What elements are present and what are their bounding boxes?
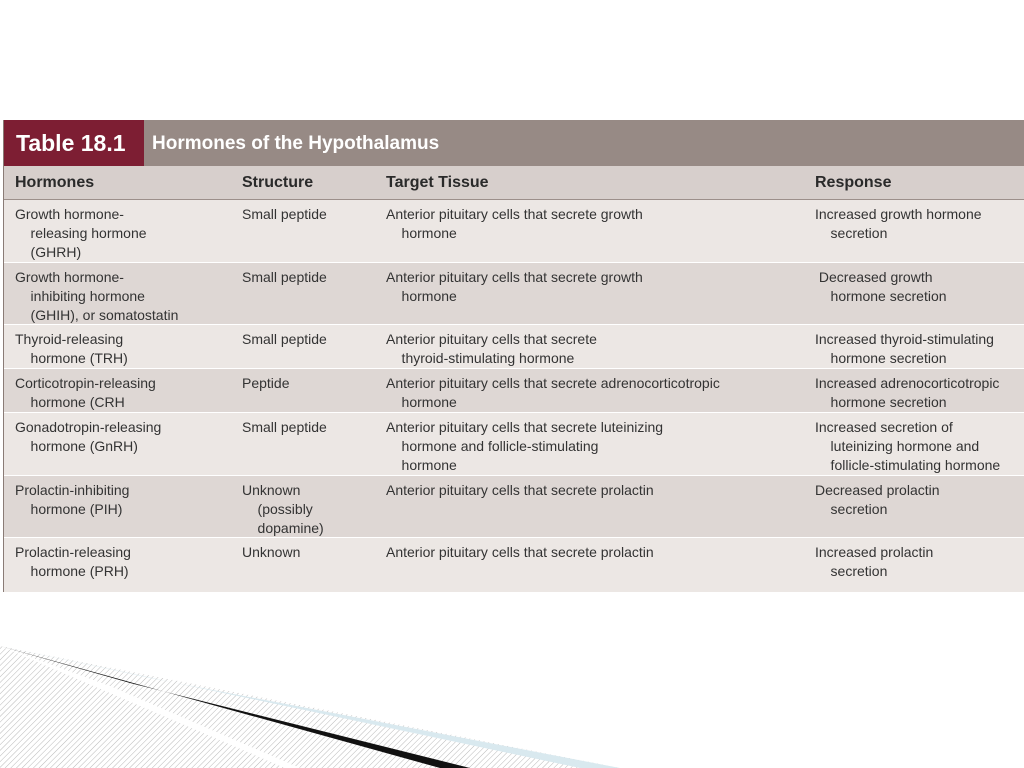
- target-tissue-cell: Anterior pituitary cells that secrete growth hormone: [386, 206, 643, 241]
- target-tissue-cell: Anterior pituitary cells that secrete thyroid-stimulating hormone: [386, 331, 597, 366]
- table-row: [4, 537, 1024, 592]
- response-cell: Increased adrenocorticotropic hormone secretion: [815, 375, 1000, 410]
- structure-cell: Peptide: [242, 375, 290, 391]
- table-row: [4, 475, 1024, 537]
- target-tissue-cell: Anterior pituitary cells that secrete growth hormone: [386, 269, 643, 304]
- table-row: [4, 200, 1024, 262]
- table-title: Hormones of the Hypothalamus: [152, 133, 440, 154]
- column-header-hormones: Hormones: [15, 174, 95, 191]
- hormone-cell: Prolactin-inhibiting hormone (PIH): [15, 482, 130, 517]
- response-cell: Increased secretion of luteinizing hormone and follicle-stimulating hormone: [815, 419, 1001, 473]
- structure-cell: Small peptide: [242, 331, 327, 347]
- hormone-table: [3, 120, 1024, 592]
- structure-cell: Unknown (possibly dopamine): [242, 482, 324, 536]
- column-header-response: Response: [815, 174, 892, 191]
- hormone-cell: Growth hormone- inhibiting hormone (GHIH), or somatostatin: [15, 269, 179, 323]
- table-row: [4, 262, 1024, 324]
- target-tissue-cell: Anterior pituitary cells that secrete prolactin: [386, 544, 654, 560]
- column-header-structure: Structure: [242, 174, 314, 191]
- column-header-target-tissue: Target Tissue: [386, 174, 489, 191]
- target-tissue-cell: Anterior pituitary cells that secrete adrenocorticotropic hormone: [386, 375, 720, 410]
- table-row: [4, 324, 1024, 368]
- target-tissue-cell: Anterior pituitary cells that secrete luteinizing hormone and follicle-stimulating hormone: [386, 419, 664, 473]
- hormone-cell: Corticotropin-releasing hormone (CRH: [15, 375, 156, 410]
- structure-cell: Small peptide: [242, 269, 327, 285]
- hormone-cell: Thyroid-releasing hormone (TRH): [15, 331, 128, 366]
- target-tissue-cell: Anterior pituitary cells that secrete prolactin: [386, 482, 654, 498]
- response-cell: Increased thyroid-stimulating hormone secretion: [815, 331, 994, 366]
- response-cell: Decreased growth hormone secretion: [818, 269, 947, 304]
- structure-cell: Unknown: [242, 544, 301, 560]
- structure-cell: Small peptide: [242, 206, 327, 222]
- table-number: Table 18.1: [4, 120, 144, 166]
- response-cell: Increased growth hormone secretion: [815, 206, 982, 241]
- response-cell: Increased prolactin secretion: [815, 544, 934, 579]
- table-header-row: [4, 166, 1024, 200]
- hatched-wedge-decoration: [0, 646, 620, 768]
- table-row: [4, 368, 1024, 412]
- table-title-bar: [4, 120, 1024, 166]
- table-row: [4, 412, 1024, 475]
- hormone-cell: Prolactin-releasing hormone (PRH): [15, 544, 131, 579]
- structure-cell: Small peptide: [242, 419, 327, 435]
- hormone-cell: Growth hormone- releasing hormone (GHRH): [15, 206, 147, 260]
- slide-decoration: [0, 620, 1024, 768]
- response-cell: Decreased prolactin secretion: [815, 482, 940, 517]
- hormone-cell: Gonadotropin-releasing hormone (GnRH): [15, 419, 162, 454]
